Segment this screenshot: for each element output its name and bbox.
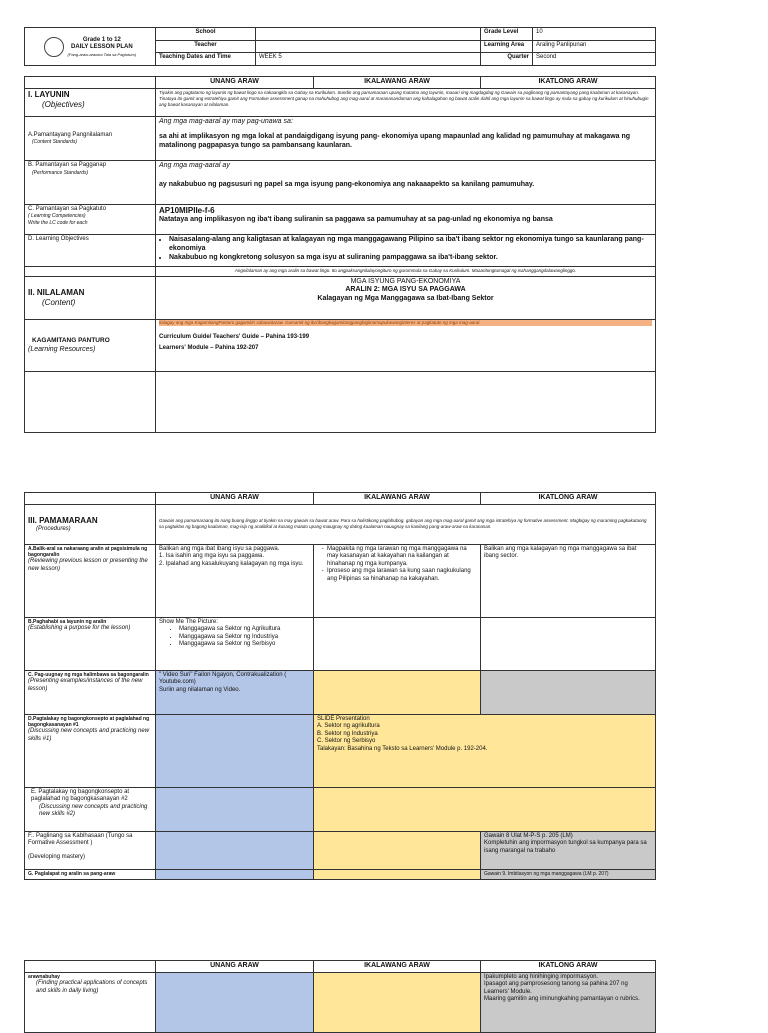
step-f-day3-line1: Gawain 8 Ulat M-P-S p. 205 (LM) (484, 832, 573, 839)
applications-day3-line3: Maaring gamitin ang iminungkahing pamantayan o rubrics. (484, 996, 640, 1003)
school-label: School (156, 28, 256, 41)
objectives-note: Angnilalaman ay ang mga aralin sa bawat lingo. Ito angpaksangnilalayongituro ng gurommula sa Gabay sa Kurikulum. Maaaritongtumagal ng isahanggangdalawanglinggo. (156, 267, 656, 276)
corner-cell-2 (25, 493, 156, 505)
applications-sub: (Finding practical applications of concepts and skills in daily living) (36, 980, 148, 994)
pamamaraan-note: Gawain ang pamamaraang ito nang buong linggo at tiyakin na may gawain sa bawat araw. Para sa holistikong paglahubog, gabayan ang mga mag-aaral gamit ang mga istratehiya ng formative assessment. Magbigay ng maraming pagkakataong sa pagtuklas ng bagong kaalaman, mag-isip ng analitikal at kusang matuto upang maiugnay ng dating kaalaman nauugnay sa kanilang pang-araw-araw na karanasan. (156, 504, 656, 544)
competencies-label-cell (25, 204, 156, 234)
applications-day3-line1: Ipakumpleto ang hinihinging impormasyon. (484, 973, 599, 980)
step-d-line2: A. Sektor ng agrikultura (317, 723, 380, 730)
step-f-day3 (481, 831, 656, 869)
competencies-sub: ( Learning Competencies) (28, 213, 86, 220)
step-c-day3 (481, 670, 656, 714)
day2-header-2: IKALAWANG ARAW (314, 493, 481, 505)
objective-item-2: • Nakabubuo ng kongkretong solusyon sa mga isyu at suliraning pampaggawa sa iba't-ibang sektor. (169, 254, 652, 263)
applications-label-cell (25, 972, 156, 1032)
form-title-line3: (Pang-araw-arawna Tala sa Pagtuturo) (67, 51, 137, 57)
step-c-label: C. Pag-uugnay ng mga halimbawa sa bagongaralin (28, 671, 149, 678)
step-f-day3-line2: Kompletuhin ang impormasyon tungkol sa kumpanya para sa isang marangal na trabaho (484, 840, 647, 854)
step-d-line4: C. Sektor ng Serbisyo (317, 738, 376, 745)
applications-day1 (156, 972, 314, 1032)
nilalaman-title: II. NILALAMAN (28, 287, 85, 297)
form-title-line2: DAILY LESSON PLAN (70, 44, 133, 50)
day2-header: IKALAWANG ARAW (314, 77, 481, 89)
deped-seal-icon (44, 37, 64, 57)
competencies-value (156, 204, 656, 234)
day1-header: UNANG ARAW (156, 77, 314, 89)
day3-header: IKATLONG ARAW (481, 77, 656, 89)
applications-day3-line2: Ipasagot ang pamprosesong tanong sa pahina 207 ng Learners' Module. (484, 981, 628, 995)
step-e-label-cell (25, 787, 156, 831)
step-b-item-1: • Manggagawa sa Sektor ng Agrikultura (179, 626, 310, 634)
dates-label: Teaching Dates and Time (156, 53, 256, 66)
step-d-line1: SLIDE Presentation (317, 715, 370, 722)
day1-header-2: UNANG ARAW (156, 493, 314, 505)
step-a-day1: Balikan ang mga ibat ibang isyu sa paggawa. 1. Isa isahin ang mga isyu sa paggawa. 2. Ipalahad ang kasalukuyang kalagayan ng mga isyu. (156, 544, 314, 617)
step-d-line5: Talakayan: Basahina ng Teksto sa Learners' Module p. 192-204. (317, 745, 488, 752)
step-b-day1 (156, 617, 314, 670)
step-d-day23 (314, 714, 656, 787)
step-b-label: B.Paghahabi sa layunin ng aralin (28, 618, 107, 625)
step-e-day1 (156, 787, 314, 831)
step-f-label-cell (25, 831, 156, 869)
step-b-day2 (314, 617, 481, 670)
step-b-title: Show Me The Picture: (159, 618, 218, 625)
step-f-day1 (156, 831, 314, 869)
competency-text: Natataya ang implikasyon ng iba't ibang suliranin sa paggawa sa pamumuhay at sa pag-unlad ng ekonomiya ng bansa (159, 215, 553, 223)
nilalaman-value (156, 276, 656, 320)
performance-standards-text: ay nakabubuo ng pagsusuri ng papel sa mga isyung pang-ekonomiya ang nakaaapekto sa kanilang pamumuhay. (159, 180, 535, 188)
layunin-title: I. LAYUNIN (28, 90, 70, 100)
resources-note: Ilalagay ang mga KagamitangPanturo gagamitin sabawataraw. Gumamit ng iba'ibangkagamitangpanghigitnamapukawanginteres at pagkatuto ng mga mag-aaral. (159, 320, 652, 326)
step-c-label-cell (25, 670, 156, 714)
step-d-label-cell (25, 714, 156, 787)
step-c-day1 (156, 670, 314, 714)
step-a-day2-item-1: - Magpakita ng mga larawan ng mga manggagawa na may kasanayan at kakayahan na kailangan at hinahanap ng mga kumpanya. (327, 546, 477, 569)
step-g-day2 (314, 869, 481, 879)
step-c-day1-line1: " Video Suri" Failon Ngayon, Contrakualization ( Youtube.com) (159, 671, 287, 686)
step-c-sub: (Presenting examples/instances of the new lesson) (28, 678, 143, 692)
objectives-value (156, 235, 656, 267)
objectives-table (24, 76, 656, 433)
step-f-sub: (Developing mastery) (28, 853, 86, 860)
grade-value: 10 (533, 28, 656, 41)
performance-standards-sub: (Performance Standards) (32, 169, 89, 176)
area-label: Learning Area (481, 40, 533, 53)
content-standards-sub: (Content Standards) (32, 139, 78, 146)
step-a-label: A.Balik-aral sa nakaraang aralin at pagsisimula ng bagongaralin (28, 545, 148, 558)
teacher-value (256, 40, 481, 53)
step-d-label: D.Pagtalakay ng bagongkonsepto at paglalahad ng bagongkasanayan #1 (28, 715, 150, 728)
resources-cell (25, 320, 156, 372)
step-g-day1 (156, 869, 314, 879)
layunin-cell (25, 89, 156, 117)
step-a-sub: (Reviewing previous lesson or presenting the new lesson) (28, 558, 148, 572)
nilalaman-cell (25, 276, 156, 320)
layunin-sub: (Objectives) (42, 100, 85, 110)
pamamaraan-sub: (Procedures) (36, 525, 71, 532)
step-c-day2 (314, 670, 481, 714)
resource-line-1: Curriculum Guide/ Teachers' Guide – Pahina 193-199 (159, 334, 310, 341)
quarter-label: Quarter (481, 53, 533, 66)
applications-label: arawnabuhay (28, 973, 60, 980)
content-standards-label: A.Pamantayang Pangnilalaman (28, 131, 113, 138)
step-d-line3: B. Sektor ng Industriya (317, 730, 378, 737)
area-value: Araling Panlipunan (533, 40, 656, 53)
blank-cell-1 (25, 372, 156, 433)
step-f-day2 (314, 831, 481, 869)
resources-value (156, 320, 656, 372)
layunin-note: Tiyakin ang pagtatamo ng layunin ng bawat lingo na nakaangkla sa Gabay sa Kurikulum. Sundin ang pamamaraan upang matamo ang layunin, maaari ring magdagdag ng Gawain sa paglinang ng pamantayang pang kaalaman at kasanayan. Tinataya ito gamit ang estratehiya gamit ang Formative assessment ganap na mahuhubog ang mag-aaral at maranasandaman ang kahalagahan ng bawat aralin dahil ang mga layunin sa bawat lingo ay mula sa gabay ng kurikulum at hinuhubugin ang bawat kasanayan at nilalaman. (156, 89, 656, 117)
step-g-day3: Gawain 9. Imbitasyon ng mga manggagawa (LM p. 207) (481, 869, 656, 879)
performance-standards-value (156, 161, 656, 205)
step-a-day2-item-2: - Iproseso ang mga larawan sa kung saan nagkukulang ang Pilipinas sa hinahanap na kakayahan. (327, 568, 477, 583)
day3-header-3: IKATLONG ARAW (481, 961, 656, 973)
pamamaraan-title: III. PAMAMARAAN (28, 515, 98, 525)
step-b-item-3: • Manggagawa sa Sektor ng Serbisyo (179, 641, 310, 649)
corner-cell-3 (25, 961, 156, 973)
objective-item-1: • Naisasalang-alang ang kaligtasan at kalagayan ng mga manggagawang Pilipino sa iba't ibang sektor ng ekonomiya tungo sa kaunlarang pang-ekonomiya (169, 236, 652, 254)
step-e-label: E. Pagtalakay ng bagongkonsepto at paglalahad ng bagongkasanayan #2 (31, 788, 130, 803)
content-line-3: Kalagayan ng Mga Manggagawa sa Ibat-Ibang Sektor (317, 295, 494, 303)
objectives-label: D. Learning Objectives (25, 235, 156, 267)
blank-cell-2 (156, 372, 656, 433)
performance-standards-label-cell (25, 161, 156, 205)
teacher-label: Teacher (156, 40, 256, 53)
nilalaman-sub: (Content) (42, 297, 76, 307)
form-title-cell (25, 28, 156, 66)
step-e-day23 (314, 787, 656, 831)
form-title-line1: Grade 1 to 12 (82, 36, 121, 43)
day2-header-3: IKALAWANG ARAW (314, 961, 481, 973)
procedures-table (24, 492, 656, 880)
step-e-sub: (Discussing new concepts and practicing new skills #2) (39, 803, 148, 818)
step-a-day3: Balikan ang mga kalagayan ng mga manggagawa sa ibat ibang sector. (481, 544, 656, 617)
step-a-day2 (314, 544, 481, 617)
step-b-sub: (Establishing a purpose for the lesson) (28, 625, 131, 631)
resources-title: KAGAMITANG PANTURO (32, 337, 110, 345)
grade-label: Grade Level (481, 28, 533, 41)
dates-value: WEEK 5 (256, 53, 481, 66)
content-standards-text: sa ahi at implikasyon ng mga lokal at pandaigdigang isyung pang- ekonomiya upang mapaunlad ang kalidad ng pamumuhay at makagawa ng matalinong pagpapasya tungo sa pambansang kaunlaran. (159, 133, 631, 149)
resource-line-2: Learners' Module – Pahina 192-207 (159, 344, 259, 351)
step-f-label: F.. Paglinang sa Kabihasaan (Tungo sa Formative Assessment ) (28, 832, 133, 847)
pamamaraan-cell (25, 504, 156, 544)
applications-table (24, 960, 656, 1033)
day1-header-3: UNANG ARAW (156, 961, 314, 973)
day3-header-2: IKATLONG ARAW (481, 493, 656, 505)
content-line-1: MGA ISYUNG PANG-EKONOMIYA (350, 277, 461, 285)
competencies-sub2: Write the LC code for each (28, 219, 88, 226)
step-c-day1-line2: Suriin ang nilalaman ng Video. (159, 686, 241, 693)
applications-day3 (481, 972, 656, 1032)
note-spacer (25, 267, 156, 276)
competencies-label: C. Pamantayan sa Pagkatuto (28, 205, 107, 212)
step-b-day3 (481, 617, 656, 670)
applications-day2 (314, 972, 481, 1032)
content-standards-value (156, 117, 656, 161)
performance-standards-intro: Ang mga mag-aaral ay (159, 162, 230, 170)
school-value (256, 28, 481, 41)
corner-cell (25, 77, 156, 89)
step-g-label: G. Paglalapat ng aralin sa pang-araw (25, 869, 156, 879)
content-line-2: ARALIN 2: MGA ISYU SA PAGGAWA (345, 286, 466, 294)
step-b-label-cell (25, 617, 156, 670)
step-d-sub: (Discussing new concepts and practicing new skills #1) (28, 728, 150, 742)
content-standards-intro: Ang mga mag-aaral ay may pag-unawa sa: (159, 118, 293, 126)
step-d-day1 (156, 714, 314, 787)
competency-code: AP10MIPIIe-f-6 (159, 205, 215, 215)
performance-standards-label: B. Pamantayan sa Pagganap (28, 162, 107, 169)
quarter-value: Second (533, 53, 656, 66)
resources-sub: (Learning Resources) (28, 345, 96, 353)
step-b-item-2: • Manggagawa sa Sektor ng Industriya (179, 634, 310, 642)
step-a-label-cell (25, 544, 156, 617)
header-table (24, 27, 656, 66)
content-standards-label-cell (25, 117, 156, 161)
